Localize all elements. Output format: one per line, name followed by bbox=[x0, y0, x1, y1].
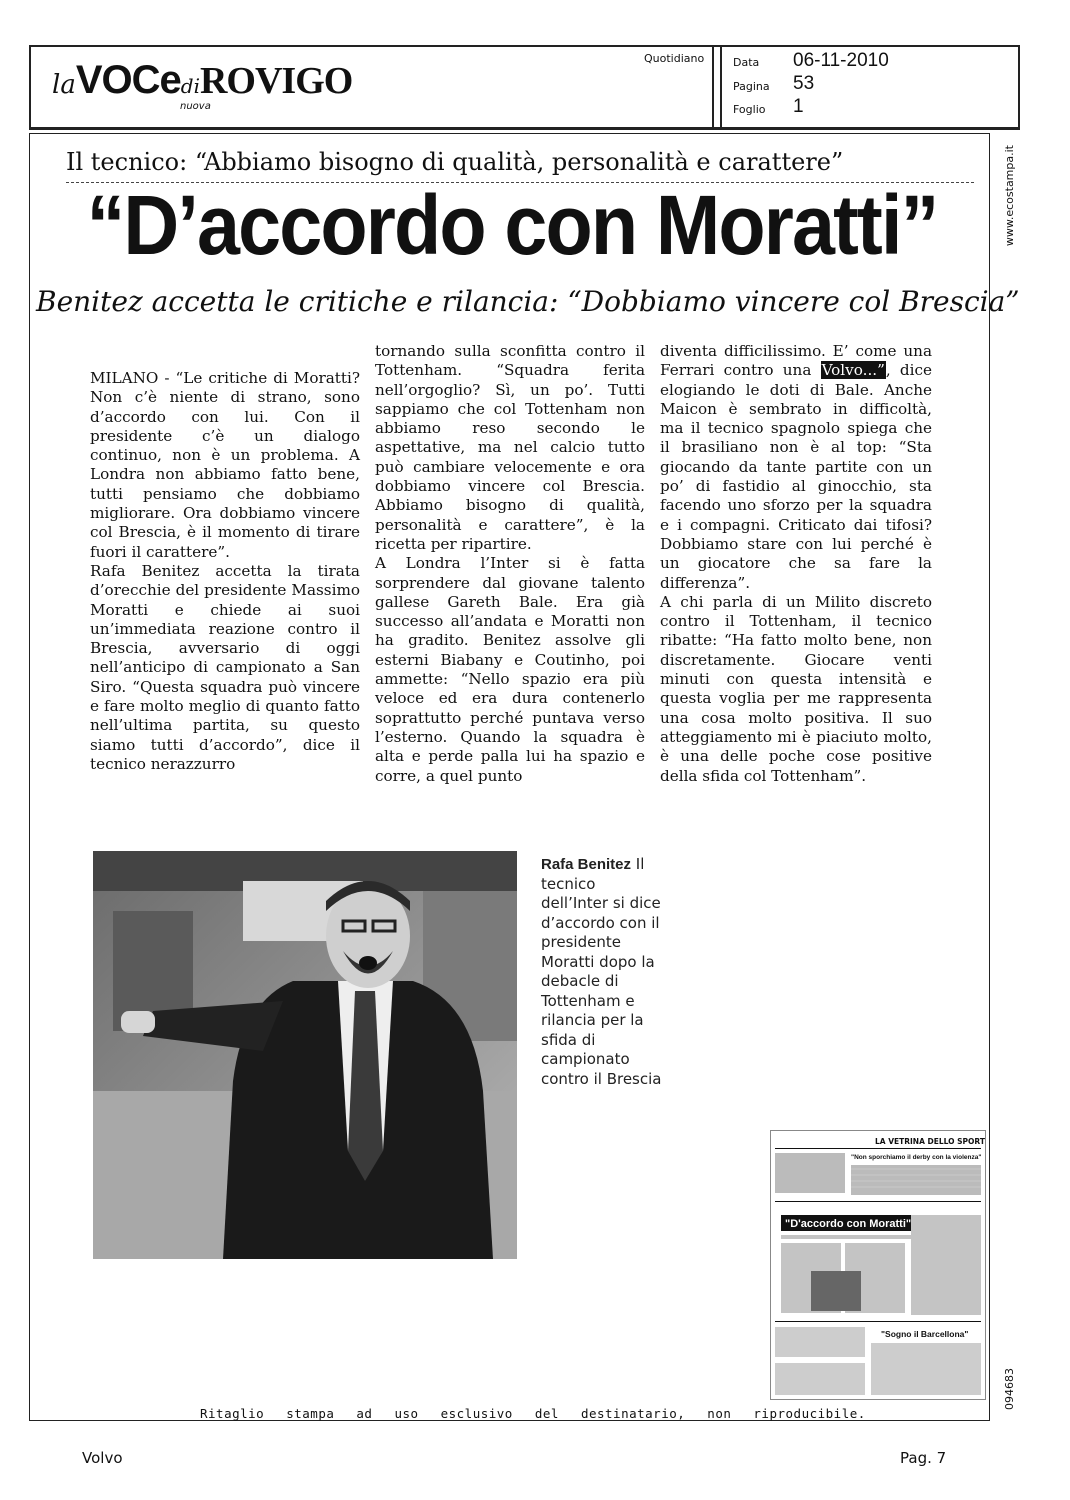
logo-la: la bbox=[52, 70, 76, 100]
column-1 bbox=[90, 369, 360, 774]
thumbnail-illustration bbox=[771, 1131, 985, 1399]
logo-di: di bbox=[180, 74, 200, 98]
paragraph: tornando sulla sconfitta contro il Tottenham. “Squadra ferita nell’orgoglio? Sì, un po’. Tutti sappiamo che col Tottenham non abbiamo reso secondo le aspettative, ma nel calcio tutto può cambiare velocemente e ora dobbiamo vincere col Brescia. Abbiamo bisogno di qualità, personalità e carattere”, è la ricetta per ripartire. bbox=[375, 342, 645, 553]
paragraph: A chi parla di un Milito discreto contro il Tottenham, il tecnico ribatte: “Ha fatto molto bene, non discretamente. Giocare venti minuti con questa intensità e questa voglia per me rappresenta una cosa molto positiva. Il suo atteggiamento mi è piaciuto molto, è una delle poche cose positive della sfida col Tottenham”. bbox=[660, 592, 932, 785]
page-label: Pagina bbox=[733, 80, 770, 93]
thumbnail-headline-main: "D'accordo con Moratti" bbox=[785, 1218, 912, 1230]
photo-rafa-benitez bbox=[93, 851, 517, 1259]
logo-voce: VOCe bbox=[75, 58, 181, 102]
logo-nuova: nuova bbox=[180, 101, 211, 112]
sheet-value: 1 bbox=[793, 96, 804, 117]
photo-illustration bbox=[93, 851, 517, 1259]
headline: “D’accordo con Moratti” bbox=[86, 178, 938, 272]
page-number: Pag. 7 bbox=[900, 1449, 947, 1467]
paragraph bbox=[660, 342, 932, 593]
header-divider bbox=[720, 45, 722, 129]
paragraph: A Londra l’Inter si è fatta sorprendere dal giovane talento gallese Gareth Bale. Era già successo all’andata e Moratti non ha gradito. Benitez assolve gli esterni Biabany e Coutinho, poi ammette: “Nello spazio era più veloce ed era dura contenerlo soprattutto perché puntava verso l’esterno. Quando la squadra è alta e perde palla lui ha spazio e corre, a quel punto bbox=[375, 554, 645, 785]
side-code: 094683 bbox=[1003, 1368, 1016, 1410]
paragraph: Rafa Benitez accetta la tirata d’orecchie del presidente Massimo Moratti e chiede ai suoi un’immediata reazione contro il Brescia, avversario di oggi nell’anticipo di campionato a San Siro. “Questa squadra può vincere e fare molto meglio di quanto fatto nell’ultima partita, su questo siamo tutti d’accordo”, dice il tecnico nerazzurro bbox=[90, 561, 360, 773]
column-2 bbox=[375, 342, 645, 786]
publication-type: Quotidiano bbox=[644, 52, 705, 65]
sheet-label: Foglio bbox=[733, 103, 766, 116]
header-divider bbox=[712, 45, 714, 129]
photo-caption bbox=[541, 855, 666, 1089]
page-thumbnail bbox=[770, 1130, 986, 1400]
thumbnail-headline-top: "Non sporchiamo il derby con la violenza" bbox=[851, 1154, 982, 1161]
caption-text: Il tecnico dell’Inter si dice d’accordo con il presidente Moratti dopo la debacle di Tottenham e rilancia per la sfida di campionato contro il Brescia bbox=[541, 855, 662, 1088]
thumbnail-section: LA VETRINA DELLO SPORT bbox=[875, 1137, 985, 1146]
clipping-notice: Ritaglio stampa ad uso esclusivo del destinatario, non riproducibile. bbox=[200, 1406, 866, 1421]
caption-name: Rafa Benitez bbox=[541, 856, 632, 873]
text-span: diventa difficilissimo. E’ come una Ferrari contro una bbox=[660, 342, 932, 380]
highlighted-keyword: Volvo...” bbox=[821, 361, 885, 380]
page-value: 53 bbox=[793, 73, 815, 94]
masthead-rule bbox=[29, 127, 1020, 130]
text-span: , dice elogiando le doti di Bale. Anche Maicon è sembrato in difficoltà, ma il tecnico spagnolo spiega che il brasiliano non è al top: “Sta giocando da tante partite con un po’ di fastidio al ginocchio, sta facendo uno sforzo per la squadra e i compagni. Criticato dai tifosi? Dobbiamo stare con lui perché è un giocatore che sa fare la differenza”. bbox=[660, 361, 932, 592]
date-value: 06-11-2010 bbox=[793, 50, 889, 71]
thumbnail-headline-mid: "Sogno il Barcellona" bbox=[881, 1329, 969, 1339]
newspaper-logo bbox=[52, 58, 352, 103]
kicker: Il tecnico: “Abbiamo bisogno di qualità, personalità e carattere” bbox=[66, 148, 844, 176]
logo-rovigo: ROVIGO bbox=[199, 60, 353, 102]
client-keyword: Volvo bbox=[82, 1449, 123, 1467]
date-label: Data bbox=[733, 56, 760, 69]
deck: Benitez accetta le critiche e rilancia: “Dobbiamo vincere col Brescia” bbox=[36, 285, 1020, 318]
side-website: www.ecostampa.it bbox=[1003, 145, 1016, 247]
paragraph: MILANO - “Le critiche di Moratti? Non c’è niente di strano, sono d’accordo con lui. Con il presidente c’è un dialogo continuo, non è un problema. A Londra non abbiamo fatto bene, tutti pensiamo che dobbiamo migliorare. Ora dobbiamo vincere col Brescia, è il momento di tirare fuori il carattere”. bbox=[90, 369, 360, 561]
column-3 bbox=[660, 342, 932, 786]
